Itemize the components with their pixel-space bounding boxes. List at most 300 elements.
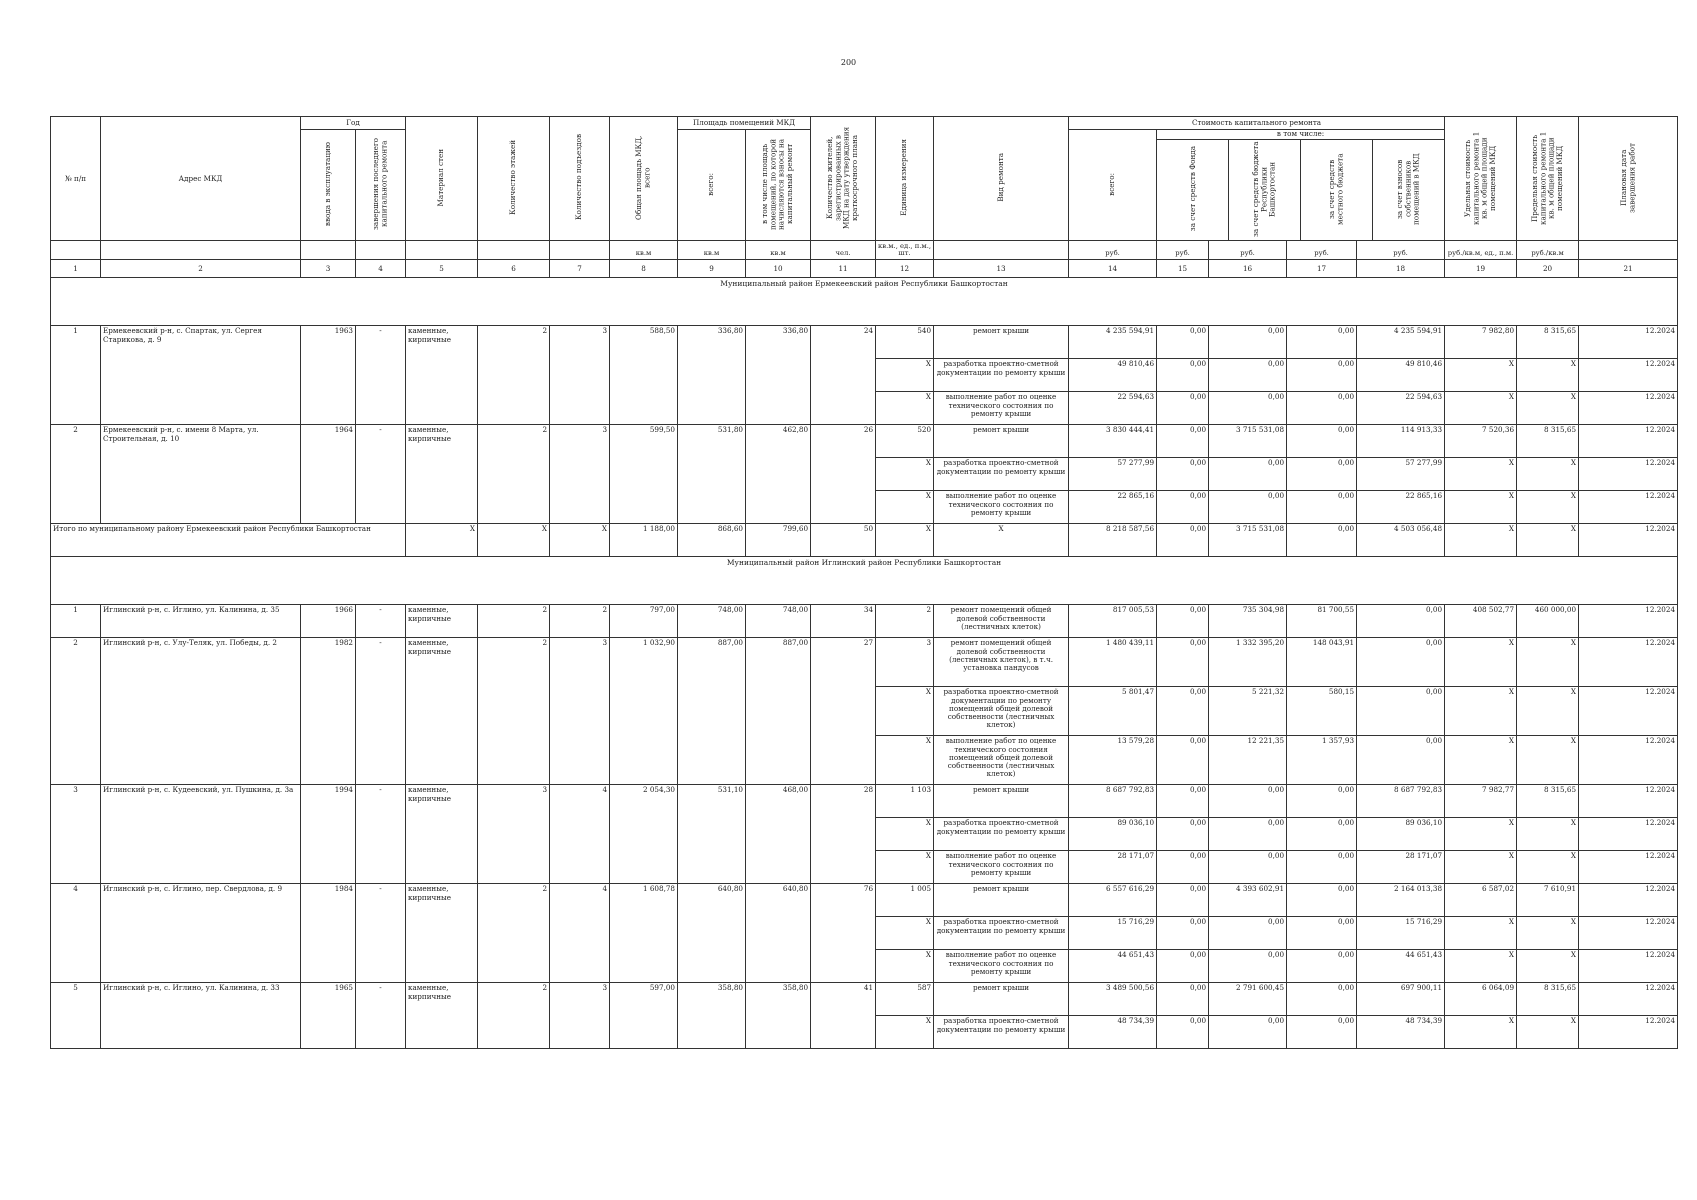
- cost-total: 49 810,46: [1069, 359, 1157, 392]
- unit-cost: X: [1445, 458, 1517, 491]
- cost-local: 0,00: [1287, 1016, 1357, 1049]
- header-unit: Единица измерения: [876, 117, 934, 241]
- floors: 2: [478, 425, 550, 524]
- wall-material: каменные, кирпичные: [406, 425, 478, 524]
- floors: 2: [478, 326, 550, 425]
- table-row: [51, 326, 1678, 359]
- unit-cost: X: [1445, 818, 1517, 851]
- cost-local: 148 043,91: [1287, 638, 1357, 687]
- address: Ермекеевский р-н, с. Спартак, ул. Сергея Старикова, д. 9: [101, 326, 301, 425]
- max-cost: 7 610,91: [1517, 884, 1579, 917]
- header-commissioning-year: ввода в эксплуатацию: [301, 130, 356, 241]
- cost-owners: 28 171,07: [1357, 851, 1445, 884]
- cost-fund: 0,00: [1157, 950, 1209, 983]
- cost-republic: 0,00: [1209, 818, 1287, 851]
- entrances: 4: [550, 785, 610, 884]
- contrib-area: 748,00: [746, 605, 811, 638]
- wall-material: каменные, кирпичные: [406, 983, 478, 1049]
- header-including: в том числе:: [1157, 130, 1444, 140]
- repair-type: разработка проектно-сметной документации по ремонту крыши: [934, 458, 1069, 491]
- premises-area: 531,10: [678, 785, 746, 884]
- cost-local: 0,00: [1287, 392, 1357, 425]
- unit-cell: руб.: [1287, 241, 1357, 260]
- repair-type: ремонт крыши: [934, 884, 1069, 917]
- cost-total: 48 734,39: [1069, 1016, 1157, 1049]
- unit-cost: 7 982,77: [1445, 785, 1517, 818]
- cost-republic: 0,00: [1209, 491, 1287, 524]
- header-cost-group: Стоимость капитального ремонта: [1069, 117, 1445, 130]
- quantity: X: [876, 458, 934, 491]
- cost-owners: 4 235 594,91: [1357, 326, 1445, 359]
- cost-local: 1 357,93: [1287, 736, 1357, 785]
- cost-total: 5 801,47: [1069, 687, 1157, 736]
- unit-cost: X: [1445, 359, 1517, 392]
- header-floors: Количество этажей: [478, 117, 550, 241]
- planned-date: 12.2024: [1579, 983, 1678, 1016]
- repair-type: разработка проектно-сметной документации по ремонту крыши: [934, 917, 1069, 950]
- contrib-area: 358,80: [746, 983, 811, 1049]
- wall-material: каменные, кирпичные: [406, 605, 478, 638]
- total-label: Итого по муниципальному району Ермекеевский район Республики Башкортостан: [51, 524, 406, 557]
- unit-cell: чел.: [811, 241, 876, 260]
- commissioning-year: 1966: [301, 605, 356, 638]
- unit-cell: руб.: [1069, 241, 1157, 260]
- address: Иглинский р-н, с. Иглино, ул. Калинина, д. 33: [101, 983, 301, 1049]
- address: Иглинский р-н, с. Иглино, пер. Свердлова, д. 9: [101, 884, 301, 983]
- contrib-area: 336,80: [746, 326, 811, 425]
- max-cost: X: [1517, 491, 1579, 524]
- row-number: 2: [51, 425, 101, 524]
- cost-republic: 1 332 395,20: [1209, 638, 1287, 687]
- cost-total: 44 651,43: [1069, 950, 1157, 983]
- total-sa: 868,60: [678, 524, 746, 557]
- commissioning-year: 1994: [301, 785, 356, 884]
- column-number: 17: [1287, 260, 1357, 278]
- total-f1: 0,00: [1157, 524, 1209, 557]
- cost-republic: 0,00: [1209, 326, 1287, 359]
- table-row: [51, 425, 1678, 458]
- cost-total: 817 005,53: [1069, 605, 1157, 638]
- units-row: [51, 241, 1678, 260]
- cost-republic: 4 393 602,91: [1209, 884, 1287, 917]
- max-cost: 8 315,65: [1517, 983, 1579, 1016]
- table-row: [51, 605, 1678, 638]
- cost-owners: 0,00: [1357, 605, 1445, 638]
- row-number: 1: [51, 605, 101, 638]
- unit-cell: руб.: [1357, 241, 1445, 260]
- total-en: X: [550, 524, 610, 557]
- residents: 24: [811, 326, 876, 425]
- planned-date: 12.2024: [1579, 818, 1678, 851]
- premises-area: 531,80: [678, 425, 746, 524]
- header-premises-area-group: Площадь помещений МКД: [678, 117, 811, 130]
- residents: 41: [811, 983, 876, 1049]
- section-title: Муниципальный район Ермекеевский район Республики Башкортостан: [51, 278, 1678, 326]
- planned-date: 12.2024: [1579, 392, 1678, 425]
- table-header: [51, 117, 1678, 278]
- column-number: 15: [1157, 260, 1209, 278]
- column-number: 8: [610, 260, 678, 278]
- cost-total: 8 687 792,83: [1069, 785, 1157, 818]
- quantity: X: [876, 950, 934, 983]
- cost-total: 1 480 439,11: [1069, 638, 1157, 687]
- cost-local: 0,00: [1287, 359, 1357, 392]
- contrib-area: 887,00: [746, 638, 811, 785]
- total-qty: X: [876, 524, 934, 557]
- total-work: X: [934, 524, 1069, 557]
- cost-local: 0,00: [1287, 818, 1357, 851]
- max-cost: X: [1517, 736, 1579, 785]
- repair-plan-table-container: [50, 116, 1677, 1049]
- planned-date: 12.2024: [1579, 851, 1678, 884]
- cost-owners: 22 594,63: [1357, 392, 1445, 425]
- column-number: 10: [746, 260, 811, 278]
- unit-cell: руб.: [1209, 241, 1287, 260]
- planned-date: 12.2024: [1579, 917, 1678, 950]
- repair-type: выполнение работ по оценке технического состояния по ремонту крыши: [934, 491, 1069, 524]
- cost-republic: 12 221,35: [1209, 736, 1287, 785]
- total-area: 797,00: [610, 605, 678, 638]
- header-last-repair-year: завершения последнего капитального ремонта: [356, 130, 406, 241]
- total-f4: 4 503 056,48: [1357, 524, 1445, 557]
- unit-cost: 6 064,09: [1445, 983, 1517, 1016]
- header-num: № п/п: [51, 117, 101, 241]
- repair-type: ремонт крыши: [934, 785, 1069, 818]
- max-cost: X: [1517, 917, 1579, 950]
- cost-fund: 0,00: [1157, 785, 1209, 818]
- repair-type: выполнение работ по оценке технического состояния помещений общей долевой собственности (лестничных клеток): [934, 736, 1069, 785]
- column-number: 5: [406, 260, 478, 278]
- quantity: X: [876, 687, 934, 736]
- unit-cost: X: [1445, 491, 1517, 524]
- last-repair-year: -: [356, 785, 406, 884]
- max-cost: 8 315,65: [1517, 326, 1579, 359]
- repair-type: разработка проектно-сметной документации по ремонту крыши: [934, 1016, 1069, 1049]
- max-cost: X: [1517, 1016, 1579, 1049]
- premises-area: 640,80: [678, 884, 746, 983]
- commissioning-year: 1982: [301, 638, 356, 785]
- commissioning-year: 1984: [301, 884, 356, 983]
- cost-republic: 2 791 600,45: [1209, 983, 1287, 1016]
- residents: 27: [811, 638, 876, 785]
- last-repair-year: -: [356, 425, 406, 524]
- column-number: 18: [1357, 260, 1445, 278]
- planned-date: 12.2024: [1579, 326, 1678, 359]
- address: Иглинский р-н, с. Иглино, ул. Калинина, д. 35: [101, 605, 301, 638]
- header-entrances: Количество подъездов: [550, 117, 610, 241]
- cost-fund: 0,00: [1157, 326, 1209, 359]
- unit-cost: X: [1445, 687, 1517, 736]
- cost-fund: 0,00: [1157, 851, 1209, 884]
- max-cost: X: [1517, 851, 1579, 884]
- total-sb: 799,60: [746, 524, 811, 557]
- header-republic-budget: за счет средств бюджета Республики Башкортостан: [1229, 140, 1301, 240]
- row-number: 5: [51, 983, 101, 1049]
- planned-date: 12.2024: [1579, 491, 1678, 524]
- header-area-contrib: в том числе площадь помещений, по которой начисляются взносы на капитальный ремонт: [746, 130, 811, 241]
- unit-cell: кв.м: [610, 241, 678, 260]
- cost-owners: 44 651,43: [1357, 950, 1445, 983]
- unit-cost: X: [1445, 392, 1517, 425]
- unit-cost: X: [1445, 1016, 1517, 1049]
- cost-total: 22 865,16: [1069, 491, 1157, 524]
- total-area: 2 054,30: [610, 785, 678, 884]
- total-date: 12.2024: [1579, 524, 1678, 557]
- cost-owners: 48 734,39: [1357, 1016, 1445, 1049]
- cost-fund: 0,00: [1157, 983, 1209, 1016]
- floors: 2: [478, 605, 550, 638]
- cost-local: 0,00: [1287, 326, 1357, 359]
- premises-area: 887,00: [678, 638, 746, 785]
- repair-plan-table: [50, 116, 1678, 1049]
- column-number: 1: [51, 260, 101, 278]
- cost-republic: 0,00: [1209, 950, 1287, 983]
- repair-type: ремонт крыши: [934, 425, 1069, 458]
- repair-type: выполнение работ по оценке технического состояния по ремонту крыши: [934, 392, 1069, 425]
- cost-local: 0,00: [1287, 785, 1357, 818]
- last-repair-year: -: [356, 326, 406, 425]
- cost-fund: 0,00: [1157, 687, 1209, 736]
- floors: 2: [478, 884, 550, 983]
- cost-local: 0,00: [1287, 950, 1357, 983]
- planned-date: 12.2024: [1579, 425, 1678, 458]
- header-planned-date: Плановая дата завершения работ: [1579, 117, 1678, 241]
- unit-cost: 7 982,80: [1445, 326, 1517, 359]
- cost-republic: 0,00: [1209, 392, 1287, 425]
- planned-date: 12.2024: [1579, 638, 1678, 687]
- cost-republic: 0,00: [1209, 917, 1287, 950]
- cost-republic: 735 304,98: [1209, 605, 1287, 638]
- wall-material: каменные, кирпичные: [406, 326, 478, 425]
- unit-cell: кв.м., ед., п.м., шт.: [876, 241, 934, 260]
- max-cost: X: [1517, 359, 1579, 392]
- total-f3: 0,00: [1287, 524, 1357, 557]
- total-area: 599,50: [610, 425, 678, 524]
- max-cost: X: [1517, 458, 1579, 491]
- quantity: X: [876, 359, 934, 392]
- planned-date: 12.2024: [1579, 458, 1678, 491]
- quantity: 1 103: [876, 785, 934, 818]
- premises-area: 336,80: [678, 326, 746, 425]
- entrances: 3: [550, 983, 610, 1049]
- row-number: 3: [51, 785, 101, 884]
- cost-total: 13 579,28: [1069, 736, 1157, 785]
- residents: 26: [811, 425, 876, 524]
- unit-cell: кв.м: [746, 241, 811, 260]
- repair-type: разработка проектно-сметной документации по ремонту крыши: [934, 359, 1069, 392]
- row-number: 2: [51, 638, 101, 785]
- last-repair-year: -: [356, 605, 406, 638]
- planned-date: 12.2024: [1579, 1016, 1678, 1049]
- unit-cost: 7 520,36: [1445, 425, 1517, 458]
- unit-cost: X: [1445, 638, 1517, 687]
- cost-total: 89 036,10: [1069, 818, 1157, 851]
- header-cost-sources: [1157, 130, 1445, 241]
- unit-cell: кв.м: [678, 241, 746, 260]
- header-fund: за счет средств Фонда: [1157, 140, 1229, 240]
- cost-fund: 0,00: [1157, 458, 1209, 491]
- max-cost: X: [1517, 392, 1579, 425]
- header-total-area: Общая площадь МКД, всего: [610, 117, 678, 241]
- max-cost: 8 315,65: [1517, 785, 1579, 818]
- cost-local: 0,00: [1287, 458, 1357, 491]
- column-number: 11: [811, 260, 876, 278]
- column-number: 2: [101, 260, 301, 278]
- cost-local: 0,00: [1287, 425, 1357, 458]
- cost-local: 0,00: [1287, 851, 1357, 884]
- column-number: 12: [876, 260, 934, 278]
- unit-cell: руб.: [1157, 241, 1209, 260]
- total-area: 1 608,78: [610, 884, 678, 983]
- quantity: X: [876, 392, 934, 425]
- repair-type: ремонт крыши: [934, 983, 1069, 1016]
- cost-total: 57 277,99: [1069, 458, 1157, 491]
- column-number: 14: [1069, 260, 1157, 278]
- commissioning-year: 1965: [301, 983, 356, 1049]
- header-cost-sources-inner: [1157, 140, 1444, 240]
- cost-local: 0,00: [1287, 917, 1357, 950]
- commissioning-year: 1963: [301, 326, 356, 425]
- header-cost-total: всего:: [1069, 130, 1157, 241]
- planned-date: 12.2024: [1579, 359, 1678, 392]
- column-number: 3: [301, 260, 356, 278]
- cost-fund: 0,00: [1157, 359, 1209, 392]
- cost-local: 0,00: [1287, 884, 1357, 917]
- floors: 2: [478, 983, 550, 1049]
- cost-owners: 0,00: [1357, 687, 1445, 736]
- max-cost: 460 000,00: [1517, 605, 1579, 638]
- total-area: 1 032,90: [610, 638, 678, 785]
- row-number: 1: [51, 326, 101, 425]
- total-tot: 8 218 587,56: [1069, 524, 1157, 557]
- quantity: X: [876, 851, 934, 884]
- cost-owners: 22 865,16: [1357, 491, 1445, 524]
- total-area: 597,00: [610, 983, 678, 1049]
- total-ppl: 50: [811, 524, 876, 557]
- cost-republic: 0,00: [1209, 851, 1287, 884]
- floors: 2: [478, 638, 550, 785]
- cost-republic: 0,00: [1209, 1016, 1287, 1049]
- address: Иглинский р-н, с. Кудеевский, ул. Пушкина, д. 3а: [101, 785, 301, 884]
- residents: 76: [811, 884, 876, 983]
- cost-republic: 3 715 531,08: [1209, 425, 1287, 458]
- quantity: 540: [876, 326, 934, 359]
- repair-type: ремонт помещений общей долевой собственности (лестничных клеток), в т.ч. установка пандусов: [934, 638, 1069, 687]
- entrances: 3: [550, 638, 610, 785]
- row-number: 4: [51, 884, 101, 983]
- column-number: 19: [1445, 260, 1517, 278]
- quantity: 2: [876, 605, 934, 638]
- planned-date: 12.2024: [1579, 884, 1678, 917]
- last-repair-year: -: [356, 983, 406, 1049]
- header-unit-cost: Удельная стоимость капитального ремонта 1 кв. м общей площади помещений МКД: [1445, 117, 1517, 241]
- max-cost: X: [1517, 687, 1579, 736]
- unit-cell: руб./кв.м: [1517, 241, 1579, 260]
- cost-fund: 0,00: [1157, 818, 1209, 851]
- quantity: 520: [876, 425, 934, 458]
- contrib-area: 640,80: [746, 884, 811, 983]
- cost-fund: 0,00: [1157, 884, 1209, 917]
- premises-area: 358,80: [678, 983, 746, 1049]
- total-fl: X: [478, 524, 550, 557]
- unit-cost: 408 502,77: [1445, 605, 1517, 638]
- residents: 28: [811, 785, 876, 884]
- header-local-budget: за счет средств местного бюджета: [1301, 140, 1373, 240]
- cost-owners: 49 810,46: [1357, 359, 1445, 392]
- header-year-group: Год: [301, 117, 406, 130]
- table-body: [51, 278, 1678, 1049]
- cost-owners: 697 900,11: [1357, 983, 1445, 1016]
- quantity: 1 005: [876, 884, 934, 917]
- cost-owners: 8 687 792,83: [1357, 785, 1445, 818]
- header-repair-type: Вид ремонта: [934, 117, 1069, 241]
- column-number: 4: [356, 260, 406, 278]
- cost-local: 0,00: [1287, 491, 1357, 524]
- table-row: [51, 983, 1678, 1016]
- total-s: 1 188,00: [610, 524, 678, 557]
- repair-type: разработка проектно-сметной документации по ремонту помещений общей долевой собственности (лестничных клеток): [934, 687, 1069, 736]
- column-number: 7: [550, 260, 610, 278]
- cost-owners: 89 036,10: [1357, 818, 1445, 851]
- quantity: X: [876, 917, 934, 950]
- quantity: X: [876, 818, 934, 851]
- cost-republic: 0,00: [1209, 359, 1287, 392]
- premises-area: 748,00: [678, 605, 746, 638]
- cost-owners: 15 716,29: [1357, 917, 1445, 950]
- repair-type: ремонт крыши: [934, 326, 1069, 359]
- max-cost: X: [1517, 638, 1579, 687]
- total-row: [51, 524, 1678, 557]
- header-area-all: всего:: [678, 130, 746, 241]
- floors: 3: [478, 785, 550, 884]
- total-u1: X: [1445, 524, 1517, 557]
- contrib-area: 462,80: [746, 425, 811, 524]
- total-u2: X: [1517, 524, 1579, 557]
- header-residents: Количество жителей, зарегистрированных в МКД на дату утверждения краткосрочного плана: [811, 117, 876, 241]
- header-owner-fees: за счет взносов собственников помещений в МКД: [1372, 140, 1444, 240]
- quantity: 587: [876, 983, 934, 1016]
- quantity: 3: [876, 638, 934, 687]
- unit-cost: X: [1445, 917, 1517, 950]
- cost-owners: 114 913,33: [1357, 425, 1445, 458]
- quantity: X: [876, 1016, 934, 1049]
- last-repair-year: -: [356, 638, 406, 785]
- cost-owners: 0,00: [1357, 736, 1445, 785]
- column-number: 21: [1579, 260, 1678, 278]
- repair-type: ремонт помещений общей долевой собственности (лестничных клеток): [934, 605, 1069, 638]
- repair-type: разработка проектно-сметной документации по ремонту крыши: [934, 818, 1069, 851]
- cost-fund: 0,00: [1157, 392, 1209, 425]
- unit-cost: X: [1445, 950, 1517, 983]
- table-row: [51, 785, 1678, 818]
- unit-cost: 6 587,02: [1445, 884, 1517, 917]
- cost-fund: 0,00: [1157, 638, 1209, 687]
- section-title: Муниципальный район Иглинский район Республики Башкортостан: [51, 557, 1678, 605]
- contrib-area: 468,00: [746, 785, 811, 884]
- column-number: 13: [934, 260, 1069, 278]
- cost-republic: 0,00: [1209, 458, 1287, 491]
- total-mat: X: [406, 524, 478, 557]
- section-header-row: [51, 278, 1678, 326]
- cost-republic: 0,00: [1209, 785, 1287, 818]
- total-area: 588,50: [610, 326, 678, 425]
- repair-type: выполнение работ по оценке технического состояния по ремонту крыши: [934, 950, 1069, 983]
- total-f2: 3 715 531,08: [1209, 524, 1287, 557]
- cost-fund: 0,00: [1157, 425, 1209, 458]
- cost-fund: 0,00: [1157, 917, 1209, 950]
- address: Иглинский р-н, с. Улу-Теляк, ул. Победы, д. 2: [101, 638, 301, 785]
- column-number: 16: [1209, 260, 1287, 278]
